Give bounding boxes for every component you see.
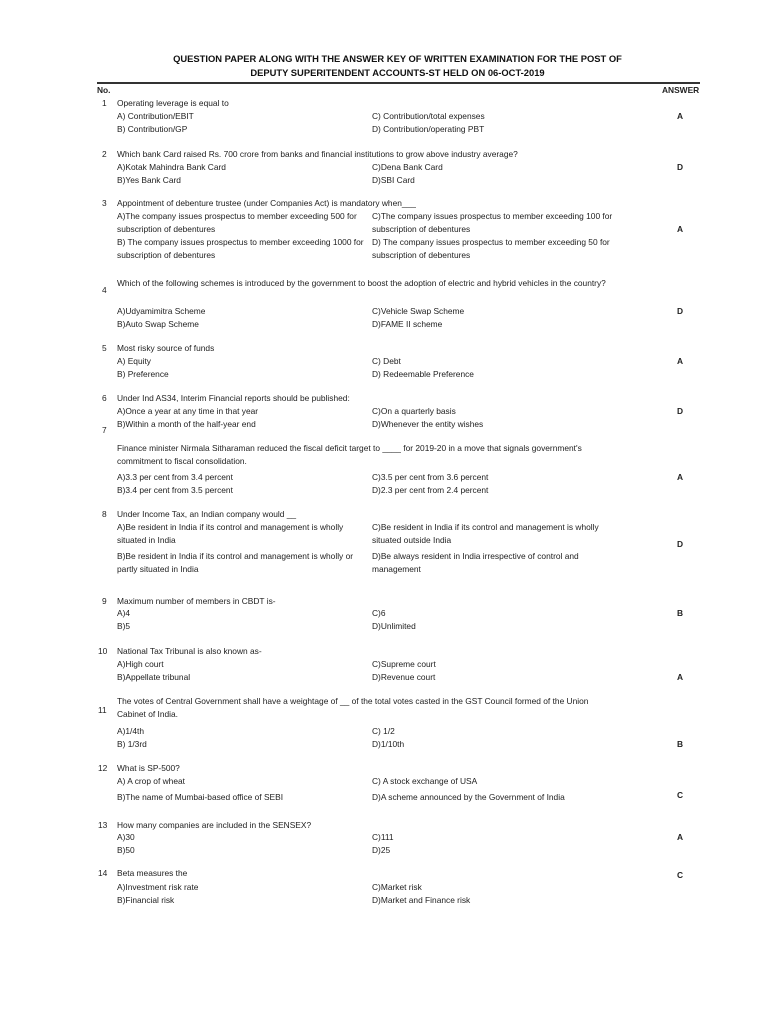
option-c: C)The company issues prospectus to member exceeding 100 for subscription of debentures [372, 211, 613, 234]
question-text: Beta measures the [117, 868, 188, 878]
question-number: 3 [102, 198, 107, 208]
option-a: A)Kotak Mahindra Bank Card [117, 162, 226, 172]
option-d: D)Market and Finance risk [372, 895, 471, 905]
answer-column-header: ANSWER [662, 85, 700, 95]
option-c: C) Debt [372, 356, 401, 366]
option-c: C)3.5 per cent from 3.6 percent [372, 472, 489, 482]
option-c: C)Be resident in India if its control and management is wholly situated outside India [372, 522, 599, 545]
question-number: 2 [102, 149, 107, 159]
title-line-2: DEPUTY SUPERITENDENT ACCOUNTS-ST HELD ON 06-OCT-2019 [250, 67, 545, 78]
option-b: B) Preference [117, 369, 169, 379]
option-d: D)Revenue court [372, 672, 436, 682]
option-d: D) Contribution/operating PBT [372, 124, 485, 134]
header-divider [97, 82, 700, 84]
question-number: 7 [102, 425, 107, 435]
question-text: What is SP-500? [117, 763, 180, 773]
question-number: 12 [98, 763, 108, 773]
answer-key: D [677, 406, 684, 416]
option-d: D) The company issues prospectus to member exceeding 50 for subscription of debentures [372, 237, 610, 260]
option-b: B)Within a month of the half-year end [117, 419, 256, 429]
option-b: B)Auto Swap Scheme [117, 319, 199, 329]
option-a: A)4 [117, 608, 131, 618]
option-c: C) 1/2 [372, 726, 395, 736]
answer-key: A [677, 472, 684, 482]
option-a: A)Once a year at any time in that year [117, 406, 259, 416]
option-a: A)1/4th [117, 726, 145, 736]
option-d: D)SBI Card [372, 175, 415, 185]
question-number: 14 [98, 868, 108, 878]
question-number: 11 [98, 705, 107, 715]
option-c: C) A stock exchange of USA [372, 776, 478, 786]
no-column-header: No. [97, 85, 111, 95]
option-b: B)Appellate tribunal [117, 672, 191, 682]
answer-key: B [677, 739, 684, 749]
answer-key: C [677, 870, 684, 880]
question-number: 4 [102, 285, 107, 295]
question-text: Operating leverage is equal to [117, 98, 229, 108]
option-a: A)Udyamimitra Scheme [117, 306, 206, 316]
option-b: B)The name of Mumbai-based office of SEBI [117, 792, 284, 802]
option-c: C)Vehicle Swap Scheme [372, 306, 465, 316]
option-b: B)Be resident in India if its control and management is wholly or partly situated in India [117, 551, 354, 574]
question-number: 9 [102, 596, 107, 606]
question-text: How many companies are included in the SENSEX? [117, 820, 312, 830]
option-d: D)FAME II scheme [372, 319, 443, 329]
option-a: A) Equity [117, 356, 151, 366]
option-c: C)6 [372, 608, 386, 618]
option-d: D)Unlimited [372, 621, 416, 631]
option-d: D)Whenever the entity wishes [372, 419, 484, 429]
answer-key: A [677, 224, 684, 234]
option-c: C)111 [372, 832, 394, 842]
answer-key: D [677, 162, 684, 172]
question-number: 13 [98, 820, 108, 830]
option-b: B)3.4 per cent from 3.5 percent [117, 485, 233, 495]
title-line-1: QUESTION PAPER ALONG WITH THE ANSWER KEY OF WRITTEN EXAMINATION FOR THE POST OF [173, 53, 622, 64]
option-a: A) A crop of wheat [117, 776, 185, 786]
question-text: Most risky source of funds [117, 343, 215, 353]
question-number: 10 [98, 646, 108, 656]
option-d: D) Redeemable Preference [372, 369, 474, 379]
option-a: A) Contribution/EBIT [117, 111, 194, 121]
option-a: A)The company issues prospectus to member exceeding 500 for subscription of debentures [117, 211, 357, 234]
option-a: A)Be resident in India if its control and management is wholly situated in India [117, 522, 344, 545]
question-text: Maximum number of members in CBDT is- [117, 596, 276, 606]
answer-key: A [677, 111, 684, 121]
question-number: 5 [102, 343, 107, 353]
question-number: 1 [102, 98, 107, 108]
option-d: D)A scheme announced by the Government of India [372, 792, 565, 802]
question-text: Which bank Card raised Rs. 700 crore from banks and financial institutions to grow above industry average? [117, 149, 518, 159]
option-d: D)Be always resident in India irrespective of control and management [372, 551, 579, 574]
answer-key: C [677, 790, 684, 800]
question-text: Finance minister Nirmala Sitharaman reduced the fiscal deficit target to ____ for 2019-20 in a move that signals government's commitment to fiscal consolidation. [117, 443, 582, 466]
option-a: A)Investment risk rate [117, 882, 199, 892]
answer-key: D [677, 539, 684, 549]
option-b: B)Yes Bank Card [117, 175, 181, 185]
question-text: Appointment of debenture trustee (under Companies Act) is mandatory when___ [117, 198, 416, 208]
question-text: Under Income Tax, an Indian company would __ [117, 509, 297, 519]
option-c: C)Dena Bank Card [372, 162, 443, 172]
option-b: B) The company issues prospectus to member exceeding 1000 for subscription of debentures [117, 237, 364, 260]
option-b: B)5 [117, 621, 131, 631]
option-a: A)3.3 per cent from 3.4 percent [117, 472, 233, 482]
option-a: A)30 [117, 832, 135, 842]
option-d: D)2.3 per cent from 2.4 percent [372, 485, 489, 495]
question-text: The votes of Central Government shall have a weightage of __ of the total votes casted in the GST Council formed of the Union Cabinet of India. [117, 696, 589, 719]
answer-key: A [677, 672, 684, 682]
answer-key: A [677, 356, 684, 366]
option-c: C) Contribution/total expenses [372, 111, 485, 121]
option-a: A)High court [117, 659, 164, 669]
question-text: Which of the following schemes is introduced by the government to boost the adoption of electric and hybrid vehicles in the country? [117, 278, 606, 288]
option-d: D)25 [372, 845, 391, 855]
option-c: C)Supreme court [372, 659, 436, 669]
question-text: National Tax Tribunal is also known as- [117, 646, 262, 656]
answer-key: A [677, 832, 684, 842]
option-c: C)Market risk [372, 882, 422, 892]
answer-key: B [677, 608, 684, 618]
option-b: B)Financial risk [117, 895, 175, 905]
question-number: 8 [102, 509, 107, 519]
option-d: D)1/10th [372, 739, 405, 749]
answer-key: D [677, 306, 684, 316]
option-c: C)On a quarterly basis [372, 406, 456, 416]
option-b: B) 1/3rd [117, 739, 147, 749]
option-b: B) Contribution/GP [117, 124, 188, 134]
question-number: 6 [102, 393, 107, 403]
question-text: Under Ind AS34, Interim Financial reports should be published: [117, 393, 350, 403]
option-b: B)50 [117, 845, 135, 855]
